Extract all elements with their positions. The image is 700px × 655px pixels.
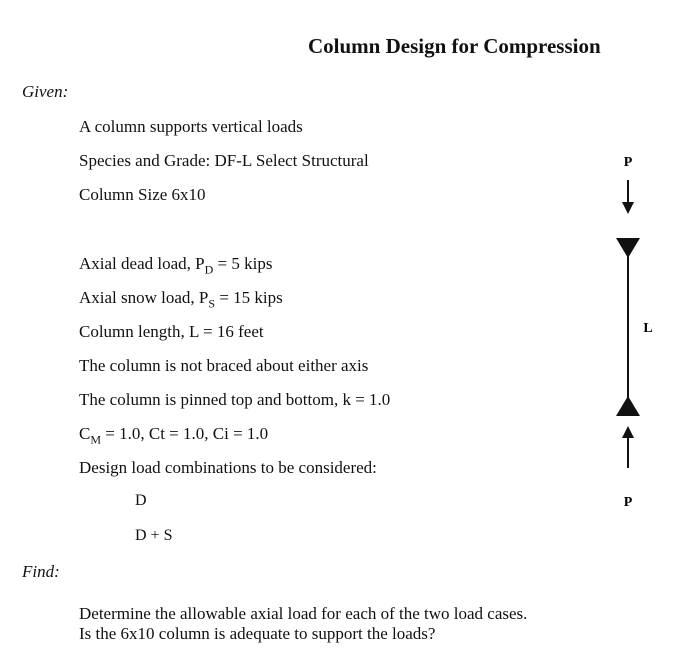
bottom-arrow-icon: [622, 426, 634, 468]
find-line-2: Is the 6x10 column is adequate to support the loads?: [79, 624, 436, 643]
bottom-pin-icon: [616, 396, 640, 416]
snow-load-text: Axial snow load, P: [79, 288, 209, 307]
top-arrow-icon: [622, 180, 634, 214]
given-line-1: A column supports vertical loads: [79, 117, 303, 136]
dead-load-text: Axial dead load, P: [79, 254, 205, 273]
find-label: Find:: [22, 562, 60, 581]
factor-sub: M: [90, 432, 102, 447]
dead-load-line: [79, 254, 272, 277]
combination-2: D + S: [135, 527, 173, 544]
given-line-2: Species and Grade: DF-L Select Structural: [79, 151, 369, 170]
given-label: Given:: [22, 82, 69, 101]
given-line-3: Column Size 6x10: [79, 185, 206, 204]
factors-line: [79, 424, 268, 447]
bottom-load-label: P: [623, 495, 633, 510]
snow-load-line: [79, 288, 283, 311]
column-length-line: Column length, L = 16 feet: [79, 322, 264, 341]
dead-load-sub: D: [204, 262, 214, 277]
snow-load-sub: S: [208, 296, 216, 311]
combination-1: D: [135, 492, 147, 509]
factor-c: C: [79, 424, 91, 443]
end-condition-line: The column is pinned top and bottom, k = 1.0: [79, 390, 391, 409]
column-diagram: [600, 140, 680, 520]
combinations-label: Design load combinations to be considered:: [79, 458, 377, 477]
page-title: Column Design for Compression: [308, 34, 601, 58]
length-label: L: [643, 321, 653, 336]
bracing-line: The column is not braced about either axis: [79, 356, 369, 375]
dead-load-value: = 5 kips: [213, 254, 273, 273]
find-line-1: Determine the allowable axial load for each of the two load cases.: [79, 604, 528, 623]
factor-rest: = 1.0, Ct = 1.0, Ci = 1.0: [101, 424, 269, 443]
snow-load-value: = 15 kips: [215, 288, 283, 307]
top-load-label: P: [623, 155, 633, 170]
